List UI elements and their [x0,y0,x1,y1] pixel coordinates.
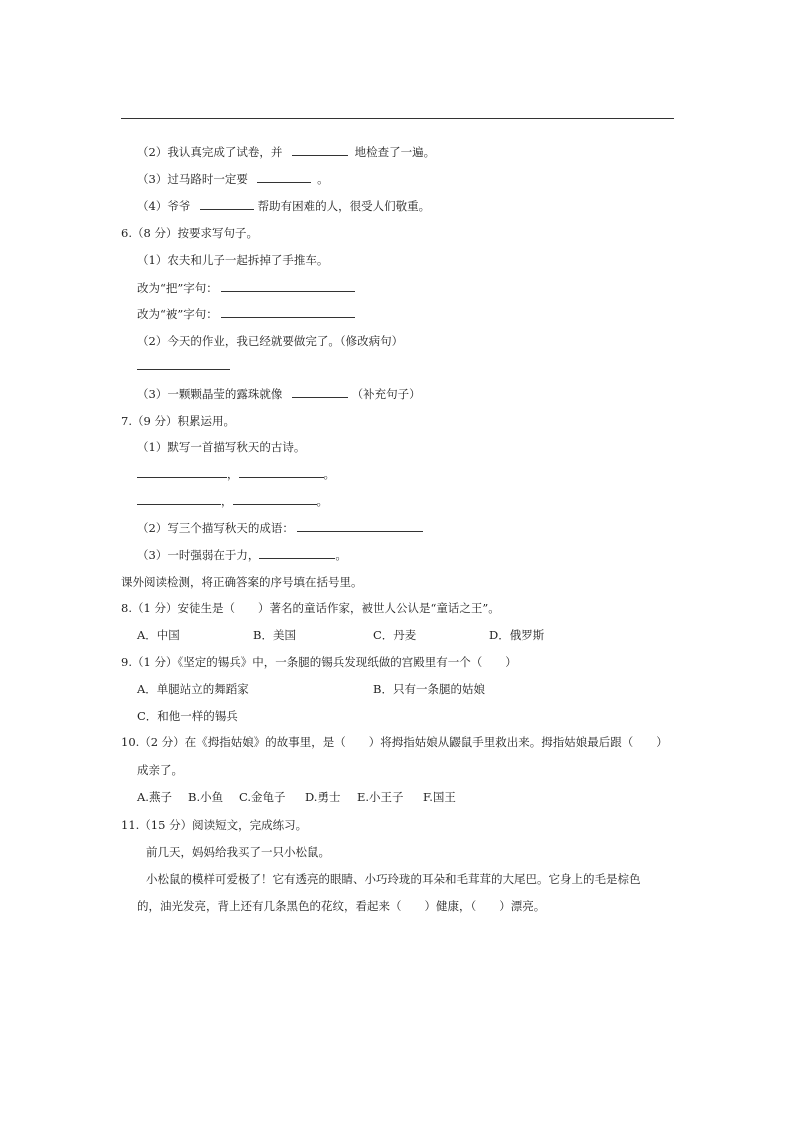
answer-blank[interactable] [297,520,423,532]
q6-sentence-1: （1）农夫和儿子一起拆掉了手推车。 [137,253,329,267]
q9-option-b[interactable]: B．只有一条腿的姑娘 [373,682,485,696]
q6-ba-line: 改为“把”字句： [137,280,355,296]
q11-paragraph-1: 前几天，妈妈给我买了一只小松鼠。 [146,845,330,859]
answer-blank[interactable] [221,306,355,318]
q9-option-a[interactable]: A．单腿站立的舞蹈家 [137,682,249,696]
header-rule [121,118,674,119]
answer-blank[interactable] [239,466,324,478]
q7-sentence-2: （2）写三个描写秋天的成语： [137,520,423,536]
answer-blank[interactable] [137,493,221,505]
q8-stem: 8.（1 分）安徒生是（ ）著名的童话作家，被世人公认是“童话之王”。 [121,601,500,615]
q11-paragraph-2-line-1: 小松鼠的模样可爱极了！它有透亮的眼睛、小巧玲珑的耳朵和毛茸茸的大尾巴。它身上的毛是棕色 [146,872,641,886]
answer-blank[interactable] [200,198,254,210]
q7-sentence-1: （1）默写一首描写秋天的古诗。 [137,440,306,454]
answer-blank[interactable] [259,547,335,559]
q10-option-e[interactable]: E.小王子 [357,790,404,804]
q11-title: 11.（15 分）阅读短文，完成练习。 [121,818,308,832]
answer-blank[interactable] [257,171,311,183]
q7-poem-line-2: ， 。 [137,493,328,509]
q6-sentence-3: （3）一颗颗晶莹的露珠就像 （补充句子） [137,387,421,401]
answer-blank[interactable] [221,280,355,292]
q6-sentence-2: （2）今天的作业，我已经就要做完了。（修改病句） [137,334,404,348]
q8-option-c[interactable]: C．丹麦 [373,628,417,642]
answer-blank[interactable] [292,386,348,398]
q10-stem-line-1: 10.（2 分）在《拇指姑娘》的故事里，是（ ）将拇指姑娘从鼹鼠手里救出来。拇指姑娘最后跟（ ） [121,735,668,749]
q11-paragraph-2-line-2: 的，油光发亮，背上还有几条黑色的花纹，看起来（ ）健康，（ ）漂亮。 [137,899,546,913]
q10-option-d[interactable]: D.勇士 [305,790,341,804]
q6-bei-line: 改为“被”字句： [137,306,355,322]
q9-option-c[interactable]: C．和他一样的锡兵 [137,709,238,723]
q10-stem-line-2: 成亲了。 [137,763,183,777]
q7-sentence-3: （3）一时强弱在于力， 。 [137,548,347,562]
q10-option-f[interactable]: F.国王 [423,790,456,804]
answer-blank[interactable] [292,144,348,156]
q9-stem: 9.（1 分）《坚定的锡兵》中，一条腿的锡兵发现纸做的宫殿里有一个（ ） [121,655,517,669]
q6-title: 6.（8 分）按要求写句子。 [121,226,258,240]
answer-blank[interactable] [137,358,230,370]
q10-option-c[interactable]: C.金龟子 [239,790,286,804]
reading-instruction: 课外阅读检测，将正确答案的序号填在括号里。 [121,575,363,589]
answer-blank[interactable] [137,466,227,478]
q7-poem-line-1: ， 。 [137,466,335,482]
answer-blank[interactable] [233,493,317,505]
q5-item-2: （2）我认真完成了试卷，并 地检查了一遍。 [137,145,436,159]
q8-option-d[interactable]: D．俄罗斯 [489,628,545,642]
q7-title: 7.（9 分）积累运用。 [121,414,235,428]
q5-item-4: （4）爷爷 帮助有困难的人，很受人们敬重。 [137,199,431,213]
q10-option-a[interactable]: A.燕子 [137,790,172,804]
q10-option-b[interactable]: B.小鱼 [188,790,224,804]
q5-item-3: （3）过马路时一定要 。 [137,172,329,186]
q8-option-a[interactable]: A．中国 [137,628,180,642]
q8-option-b[interactable]: B．美国 [253,628,296,642]
q6-correction-line [137,358,230,374]
